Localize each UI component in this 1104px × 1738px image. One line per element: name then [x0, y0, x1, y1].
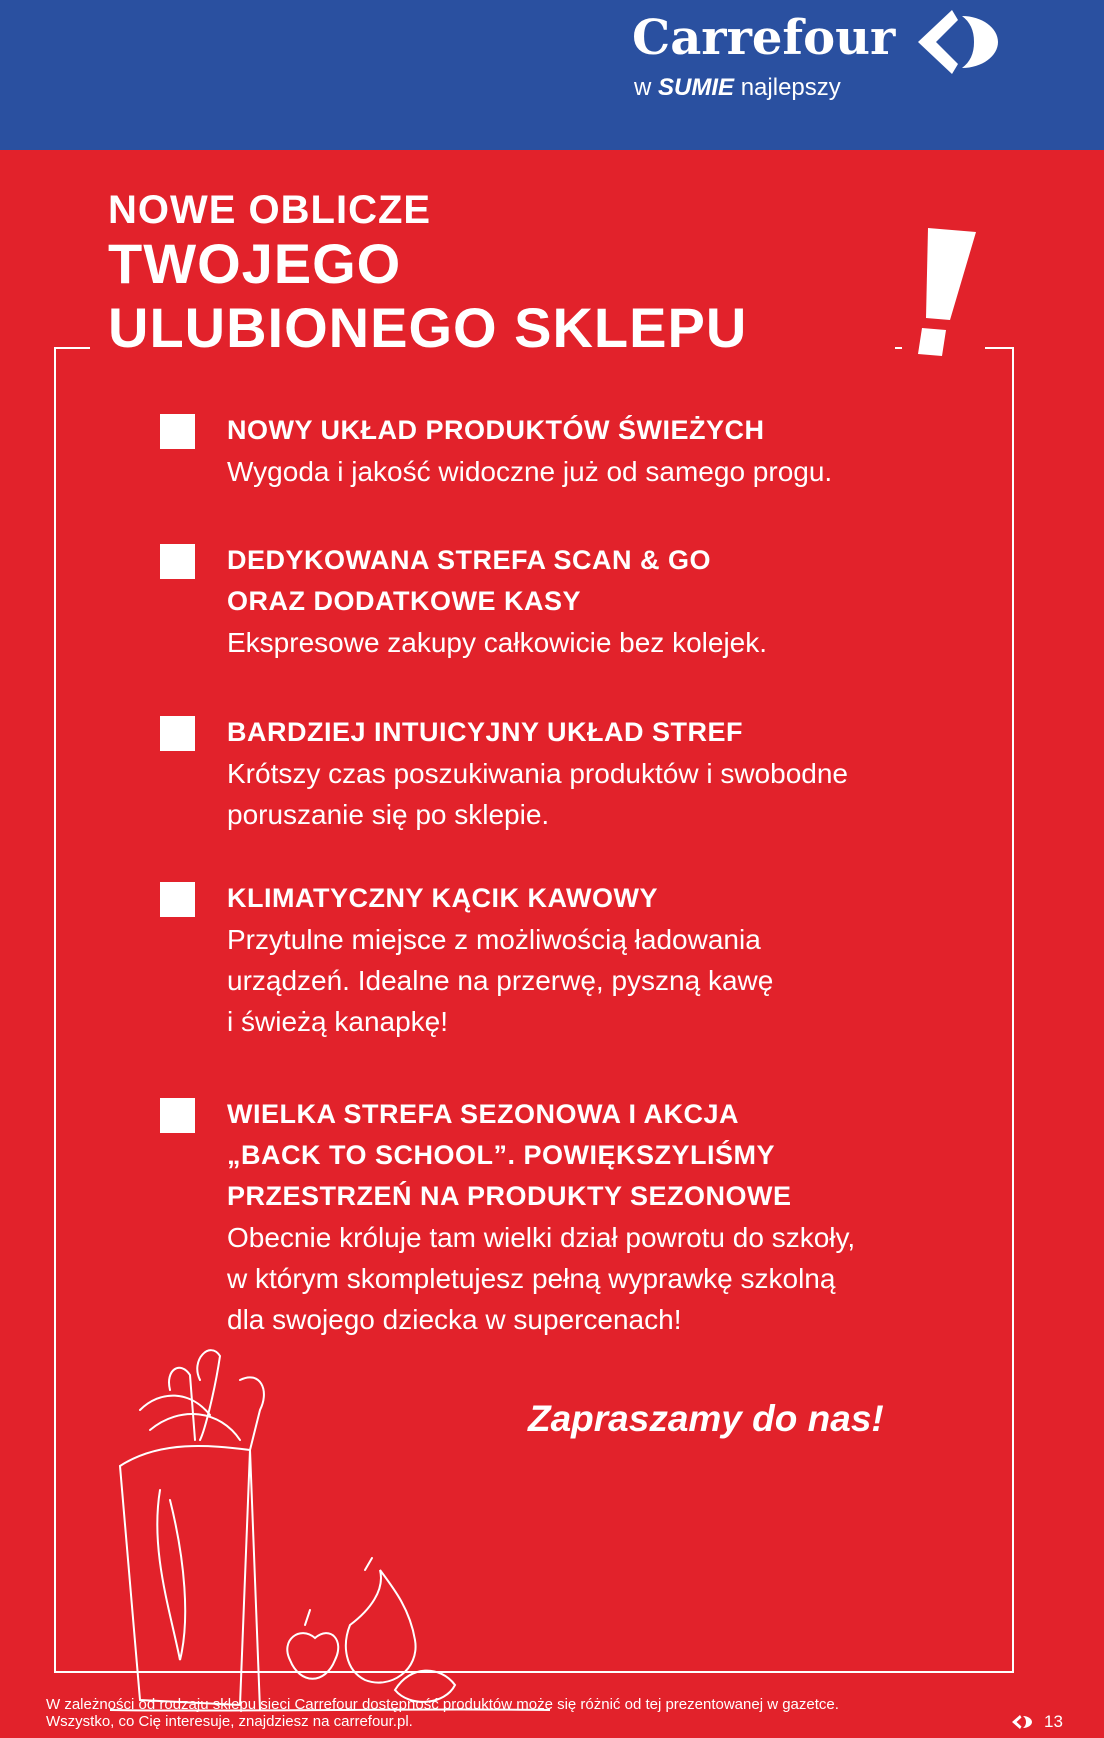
slogan-suffix: najlepszy: [740, 74, 841, 101]
footnote-line-1: W zależności od rodzaju sklepu sieci Carrefour dostępność produktów może się różnić od tej prezentowanej w gazetce.: [46, 1696, 839, 1713]
item-title: BARDZIEJ INTUICYJNY UKŁAD STREF: [227, 717, 744, 747]
headline-line-1: NOWE OBLICZE: [108, 188, 432, 232]
item-desc: Przytulne miejsce z możliwością ładowania urządzeń. Idealne na przerwę, pyszną kawę i świeżą kanapkę!: [227, 924, 774, 1037]
item-desc: Wygoda i jakość widoczne już od samego progu.: [227, 456, 833, 487]
feature-item-seasonal-zone: [160, 1094, 990, 1340]
item-title: DEDYKOWANA STREFA SCAN & GO ORAZ DODATKOWE KASY: [227, 545, 712, 616]
carrefour-logo-icon: [1008, 1713, 1036, 1731]
invitation-text: Zapraszamy do nas!: [528, 1398, 884, 1439]
shopping-bag-illustration: [110, 1320, 550, 1720]
item-desc: Ekspresowe zakupy całkowicie bez kolejek.: [227, 627, 768, 658]
checkbox-icon: [160, 882, 195, 917]
footnote: [46, 1696, 839, 1730]
brand-slogan: [634, 74, 841, 102]
slogan-strong: SUMIE: [658, 74, 735, 101]
feature-item-coffee-corner: [160, 878, 990, 1042]
item-desc: Krótszy czas poszukiwania produktów i swobodne poruszanie się po sklepie.: [227, 758, 848, 830]
brand-name: Carrefour: [632, 10, 896, 66]
page-number: 13: [1044, 1712, 1063, 1731]
brand-banner: [0, 0, 1104, 150]
item-title: NOWY UKŁAD PRODUKTÓW ŚWIEŻYCH: [227, 415, 765, 445]
checkbox-icon: [160, 1098, 195, 1133]
headline-line-3: ULUBIONEGO SKLEPU: [108, 296, 748, 359]
headline: [108, 188, 748, 359]
feature-item-scan-and-go: [160, 540, 990, 663]
footnote-line-2: Wszystko, co Cię interesuje, znajdziesz na carrefour.pl.: [46, 1713, 413, 1730]
slogan-prefix: w: [634, 74, 652, 101]
checkbox-icon: [160, 544, 195, 579]
item-title: WIELKA STREFA SEZONOWA I AKCJA „BACK TO SCHOOL”. POWIĘKSZYLIŚMY PRZESTRZEŃ NA PRODUKTY SEZONOWE: [227, 1099, 792, 1211]
checkbox-icon: [160, 414, 195, 449]
item-title: KLIMATYCZNY KĄCIK KAWOWY: [227, 883, 658, 913]
feature-item-zones: [160, 712, 990, 835]
checkbox-icon: [160, 716, 195, 751]
carrefour-logo-icon: [900, 2, 1010, 82]
exclamation-mark: [906, 228, 976, 358]
page-marker: [1008, 1712, 1063, 1732]
feature-item-fresh-layout: [160, 410, 990, 492]
headline-line-2: TWOJEGO: [108, 232, 402, 295]
item-desc: Obecnie króluje tam wielki dział powrotu do szkoły, w którym skompletujesz pełną wyprawkę szkolną dla swojego dziecka w supercenach!: [227, 1222, 856, 1335]
